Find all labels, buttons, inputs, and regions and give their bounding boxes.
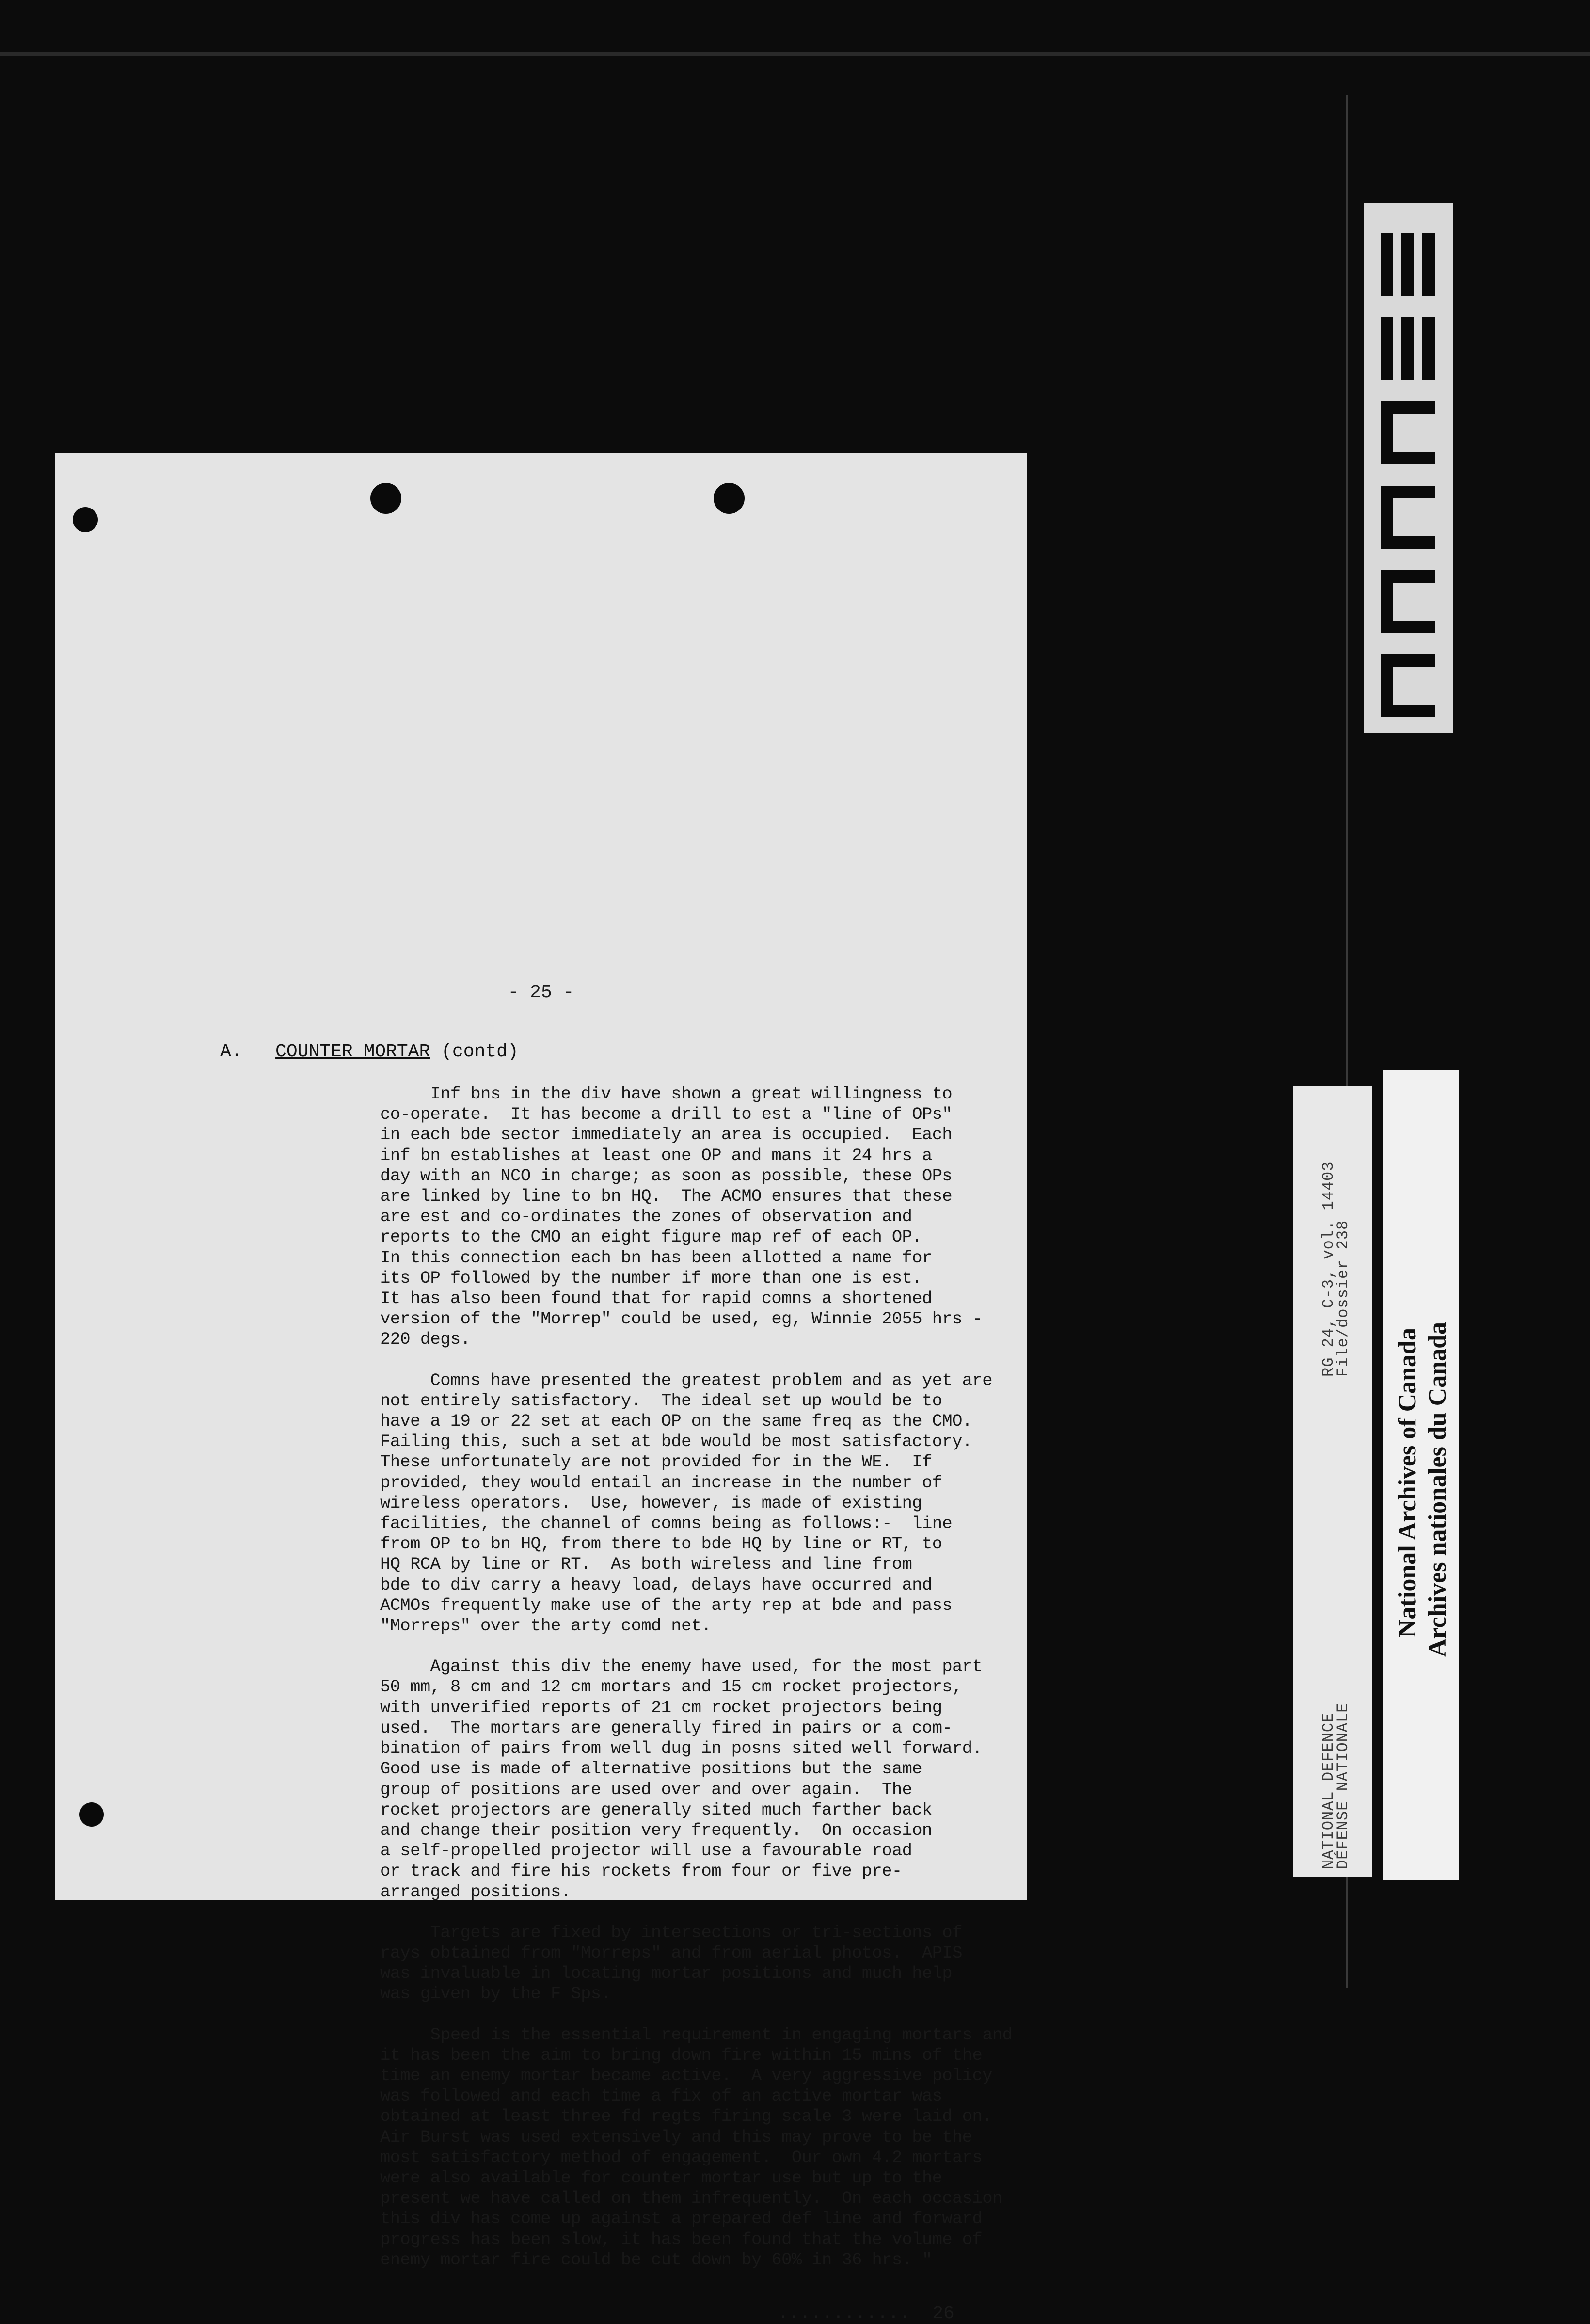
text-line: Failing this, such a set at bde would be most satisfactory. [380,1432,972,1452]
text-line: reports to the CMO an eight figure map ref of each OP. [380,1227,922,1247]
text-line: was given by the F Sps. [380,1984,611,2004]
text-line: was followed and each time a fix of an active mortar was [380,2086,942,2106]
frame-digit [1381,570,1435,633]
archive-ref-line1: RG 24, C-3, vol. 14403 [1320,1161,1337,1377]
text-line: have a 19 or 22 set at each OP on the same freq as the CMO. [380,1411,972,1432]
body-text [380,1084,1013,2291]
text-line: a self-propelled projector will use a favourable road [380,1841,912,1861]
archive-ref-line3: NATIONAL DEFENCE [1320,1712,1337,1869]
text-line: with unverified reports of 21 cm rocket projectors being [380,1697,942,1718]
text-line: in each bde sector immediately an area is occupied. Each [380,1125,953,1145]
text-line: group of positions are used over and over again. The [380,1779,912,1799]
text-line: not entirely satisfactory. The ideal set up would be to [380,1390,942,1411]
text-line: enemy mortar fire could be cut down by 60% in 36 hrs. " [380,2249,932,2270]
text-line: wireless operators. Use, however, is made of existing [380,1493,922,1513]
paragraph [380,2024,1013,2270]
section-prefix: A. [220,1041,242,1062]
archive-stamp-label [1383,1070,1459,1880]
text-line: or track and fire his rockets from four or five pre- [380,1861,902,1881]
text-line: its OP followed by the number if more than one is est. [380,1268,922,1288]
text-line: and change their position very frequently. On occasion [380,1820,932,1840]
page-number: - 25 - [508,982,574,1003]
paragraph [380,1923,1010,2005]
punch-hole [714,483,745,514]
text-line: provided, they would entail an increase in the number of [380,1472,942,1493]
text-line: Speed is the essential requirement in engaging mortars and [380,2024,1013,2045]
text-line: are est and co-ordinates the zones of observation and [380,1207,912,1227]
text-line: Against this div the enemy have used, for the most part [380,1656,983,1677]
text-line: In this connection each bn has been allotted a name for [380,1247,932,1268]
film-edge [0,52,1590,56]
text-line: inf bn establishes at least one OP and mans it 24 hrs a [380,1145,932,1165]
paragraph [380,1656,1010,1902]
paragraph [380,1370,1010,1637]
text-line: it has been the aim to bring down fire within 15 mins of the [380,2045,983,2065]
section-title: COUNTER MORTAR [275,1041,430,1062]
archive-stamp-line1: National Archives of Canada [1394,1328,1421,1638]
text-line: 50 mm, 8 cm and 12 cm mortars and 15 cm rocket projectors, [380,1677,962,1697]
section-suffix: (contd) [441,1041,519,1062]
text-line: Good use is made of alternative positions but the same [380,1759,922,1779]
text-line: from OP to bn HQ, from there to bde HQ by line or RT, to [380,1534,942,1554]
text-line: These unfortunately are not provided for in the WE. If [380,1452,932,1472]
text-line: day with an NCO in charge; as soon as possible, these OPs [380,1165,953,1186]
text-line: Targets are fixed by intersections or tri-sections of [380,1922,962,1942]
text-line: progress has been slow, it has been found that the volume of [380,2229,983,2249]
text-line: rays obtained from "Morreps" and from aerial photos. APIS [380,1942,962,1963]
text-line: It has also been found that for rapid comns a shortened [380,1289,932,1309]
text-line: this div has come up against a prepared def line and forward [380,2209,983,2229]
punch-hole [80,1802,104,1827]
text-line: version of the "Morrep" could be used, eg, Winnie 2055 hrs - [380,1309,983,1329]
punch-hole [73,507,98,532]
text-line: used. The mortars are generally fired in pairs or a com- [380,1718,953,1738]
text-line: ACMOs frequently make use of the arty rep at bde and pass [380,1595,953,1615]
text-line: co-operate. It has become a drill to est a "line of OPs" [380,1104,953,1125]
text-line: are linked by line to bn HQ. The ACMO ensures that these [380,1186,953,1207]
text-line: present we have called on them infrequently. On each occasion [380,2188,1002,2209]
catchword: ............ 26 [778,2303,954,2324]
text-line: "Morreps" over the arty comd net. [380,1616,712,1636]
text-line: facilities, the channel of comns being as follows:- line [380,1513,953,1534]
archive-ref-line4: DÉFENSE NATIONALE [1334,1703,1352,1869]
frame-digit [1381,654,1435,717]
paragraph [380,1084,1010,1350]
text-line: time an enemy mortar became active. A very aggressive policy [380,2065,992,2085]
text-line: most satisfactory method of engagement. Our own 4.2 mortars [380,2147,983,2167]
text-line: were also available for counter mortar use but up to the [380,2167,942,2188]
frame-number [1364,203,1453,733]
text-line: 220 degs. [380,1329,471,1350]
text-line: Comns have presented the greatest problem and as yet are [380,1370,992,1390]
section-heading [220,1041,519,1062]
archive-stamp-line2: Archives nationales du Canada [1424,1321,1451,1657]
text-line: Air Burst was used extensively and this may prove to be the [380,2127,972,2147]
text-line: bination of pairs from well dug in posns sited well forward. [380,1738,983,1759]
text-line: obtained at least three fd regts firing scale 3 were laid on. [380,2106,992,2127]
punch-hole [370,483,401,514]
frame-digit [1381,486,1435,549]
frame-number-digits [1364,203,1453,733]
text-line: rocket projectors are generally sited much farther back [380,1799,932,1820]
archive-ref-line2: File/dossier 238 [1334,1220,1352,1377]
document-page [55,453,1027,2324]
text-line: was invaluable in locating mortar positions and much help [380,1963,953,1984]
text-line: Inf bns in the div have shown a great willingness to [380,1084,953,1104]
text-line: HQ RCA by line or RT. As both wireless and line from [380,1554,912,1575]
text-line: bde to div carry a heavy load, delays have occurred and [380,1575,932,1595]
frame-digit [1381,233,1435,296]
frame-digit [1381,401,1435,464]
archive-reference-label [1293,1086,1372,1877]
text-line: arranged positions. [380,1881,571,1902]
frame-digit [1381,317,1435,380]
